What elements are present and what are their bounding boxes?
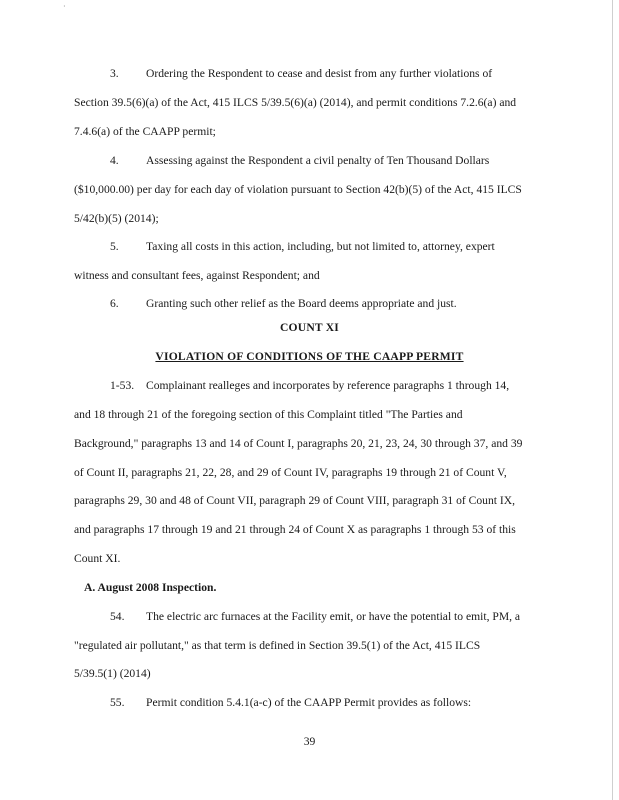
paragraph-line: Taxing all costs in this action, including, but not limited to, attorney, expert — [146, 240, 495, 253]
section-heading: A. August 2008 Inspection. — [84, 581, 217, 594]
paragraph-line: Background," paragraphs 13 and 14 of Count I, paragraphs 20, 21, 23, 24, 30 through 37, and 39 — [74, 437, 523, 450]
paragraph-line: Section 39.5(6)(a) of the Act, 415 ILCS 5/39.5(6)(a) (2014), and permit conditions 7.2.6(a) and — [74, 96, 517, 109]
paragraph-number: 3. — [110, 67, 119, 80]
paragraph-number: 1-53. — [110, 379, 135, 392]
page-number: 39 — [303, 735, 316, 748]
scan-edge-line — [612, 0, 613, 800]
paragraph-line: Granting such other relief as the Board deems appropriate and just. — [146, 297, 457, 310]
paragraph-line: The electric arc furnaces at the Facility emit, or have the potential to emit, PM, a — [146, 610, 521, 623]
paragraph-line: Assessing against the Respondent a civil penalty of Ten Thousand Dollars — [146, 154, 490, 167]
paragraph-line: 5/39.5(1) (2014) — [74, 667, 151, 680]
paragraph-line: witness and consultant fees, against Respondent; and — [74, 269, 320, 282]
paragraph-line: of Count II, paragraphs 21, 22, 28, and 29 of Count IV, paragraphs 19 through 21 of Count V, — [74, 466, 507, 479]
paragraph-line: Permit condition 5.4.1(a-c) of the CAAPP Permit provides as follows: — [146, 696, 472, 709]
paragraph-number: 5. — [110, 240, 119, 253]
paragraph-line: Ordering the Respondent to cease and desist from any further violations of — [146, 67, 493, 80]
paragraph-line: ($10,000.00) per day for each day of violation pursuant to Section 42(b)(5) of the Act, 415 ILCS — [74, 183, 522, 196]
paragraph-number: 54. — [110, 610, 125, 623]
count-subheading — [0, 350, 619, 363]
paragraph-line: and 18 through 21 of the foregoing section of this Complaint titled "The Parties and — [74, 408, 463, 421]
paragraph-line: "regulated air pollutant," as that term is defined in Section 39.5(1) of the Act, 415 ILCS — [74, 639, 481, 652]
paragraph-line: Complainant realleges and incorporates by reference paragraphs 1 through 14, — [146, 379, 510, 392]
paragraph-number: 4. — [110, 154, 119, 167]
paragraph-line: paragraphs 29, 30 and 48 of Count VII, paragraph 29 of Count VIII, paragraph 31 of Count IX, — [74, 494, 515, 507]
paragraph-line: 7.4.6(a) of the CAAPP permit; — [74, 125, 216, 138]
paragraph-line: Count XI. — [74, 552, 121, 565]
count-heading: COUNT XI — [279, 321, 340, 334]
count-subheading-text: VIOLATION OF CONDITIONS OF THE CAAPP PERMIT — [155, 350, 464, 363]
scan-speck: · — [63, 2, 66, 11]
paragraph-number: 55. — [110, 696, 125, 709]
paragraph-number: 6. — [110, 297, 119, 310]
paragraph-line: 5/42(b)(5) (2014); — [74, 212, 159, 225]
paragraph-line: and paragraphs 17 through 19 and 21 through 24 of Count X as paragraphs 1 through 53 of this — [74, 523, 516, 536]
